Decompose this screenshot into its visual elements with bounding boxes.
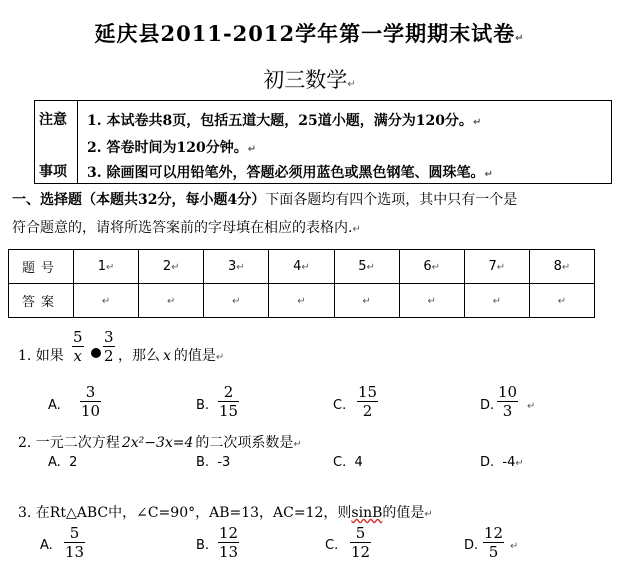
question-2: 2. 一元二次方程 2x²−3x=4 的二次项系数是↵ xyxy=(18,435,302,451)
question-1-prefix: 1. 如果 xyxy=(18,348,64,364)
answer-cell[interactable]: ↵ xyxy=(204,284,269,318)
answer-cell[interactable]: ↵ xyxy=(399,284,464,318)
question-number-cell: 4↵ xyxy=(269,250,334,284)
question-1-suffix: ，那么 x 的值是↵ xyxy=(118,348,225,364)
table-row xyxy=(9,250,595,284)
notice-label-bottom: 事项 xyxy=(39,164,67,180)
q1-option-d-label: D. xyxy=(480,398,495,413)
notice-line-3: 3. 除画图可以用铅笔外，答题必须用蓝色或黑色钢笔、圆珠笔。↵ xyxy=(87,165,493,181)
answer-cell[interactable]: ↵ xyxy=(464,284,529,318)
q3-option-b-label: B. xyxy=(196,538,210,553)
table-row xyxy=(9,284,595,318)
q3-option-b: 12 13 xyxy=(219,524,239,561)
answer-cell[interactable]: ↵ xyxy=(74,284,139,318)
q1-dot xyxy=(91,348,101,358)
exam-subtitle: 初三数学↵ xyxy=(263,68,356,92)
row-label-number: 题号 xyxy=(9,250,74,284)
q1-rhs-fraction: 3 2 xyxy=(104,328,114,365)
notice-box xyxy=(34,100,612,184)
q1-option-d: 10 3 xyxy=(498,383,518,420)
q1-option-c: 15 2 xyxy=(358,383,378,420)
q1-para-mark: ↵ xyxy=(527,401,536,412)
question-number-cell: 7↵ xyxy=(464,250,529,284)
question-number-cell: 5↵ xyxy=(334,250,399,284)
q2-option-b: B. -3 xyxy=(196,455,231,470)
q3-option-d: 12 5 xyxy=(484,524,504,561)
q3-option-a: 5 13 xyxy=(65,524,85,561)
q1-option-a: 3 10 xyxy=(81,383,101,420)
question-number-cell: 3↵ xyxy=(204,250,269,284)
q1-lhs-fraction: 5 x xyxy=(73,328,83,365)
answer-table xyxy=(8,249,595,318)
notice-label-top: 注意 xyxy=(39,112,67,128)
exam-title: 延庆县2011-2012学年第一学期期末试卷↵ xyxy=(94,21,525,46)
answer-cell[interactable]: ↵ xyxy=(529,284,594,318)
q3-para-mark: ↵ xyxy=(510,541,519,552)
notice-label xyxy=(35,101,78,183)
notice-line-1: 1. 本试卷共8页，包括五道大题，25道小题，满分为120分。↵ xyxy=(87,113,482,129)
q2-option-d: D. -4↵ xyxy=(480,455,524,470)
answer-cell[interactable]: ↵ xyxy=(139,284,204,318)
q2-option-a: A. 2 xyxy=(48,455,78,470)
q3-option-a-label: A. xyxy=(40,538,53,553)
q1-option-a-label: A. xyxy=(48,398,61,413)
q2-option-c: C. 4 xyxy=(333,455,363,470)
q3-option-c-label: C. xyxy=(325,538,339,553)
section-heading: 一、选择题（本题共32分，每小题4分）下面各题均有四个选项，其中只有一个是 xyxy=(12,192,518,208)
answer-cell[interactable]: ↵ xyxy=(269,284,334,318)
q1-option-b-label: B. xyxy=(196,398,210,413)
q1-option-b: 2 15 xyxy=(219,383,239,420)
notice-line-2: 2. 答卷时间为120分钟。↵ xyxy=(87,140,257,156)
answer-cell[interactable]: ↵ xyxy=(334,284,399,318)
q1-option-c-label: C. xyxy=(333,398,347,413)
q3-option-c: 5 12 xyxy=(351,524,371,561)
question-number-cell: 8↵ xyxy=(529,250,594,284)
question-3: 3. 在Rt△ABC中，∠C=90°，AB=13，AC=12，则sinB的值是↵ xyxy=(18,505,433,521)
row-label-answer: 答案 xyxy=(9,284,74,318)
question-number-cell: 6↵ xyxy=(399,250,464,284)
q3-option-d-label: D. xyxy=(464,538,479,553)
section-instruction: 符合题意的，请将所选答案前的字母填在相应的表格内.↵ xyxy=(12,220,361,236)
question-number-cell: 1↵ xyxy=(74,250,139,284)
question-number-cell: 2↵ xyxy=(139,250,204,284)
